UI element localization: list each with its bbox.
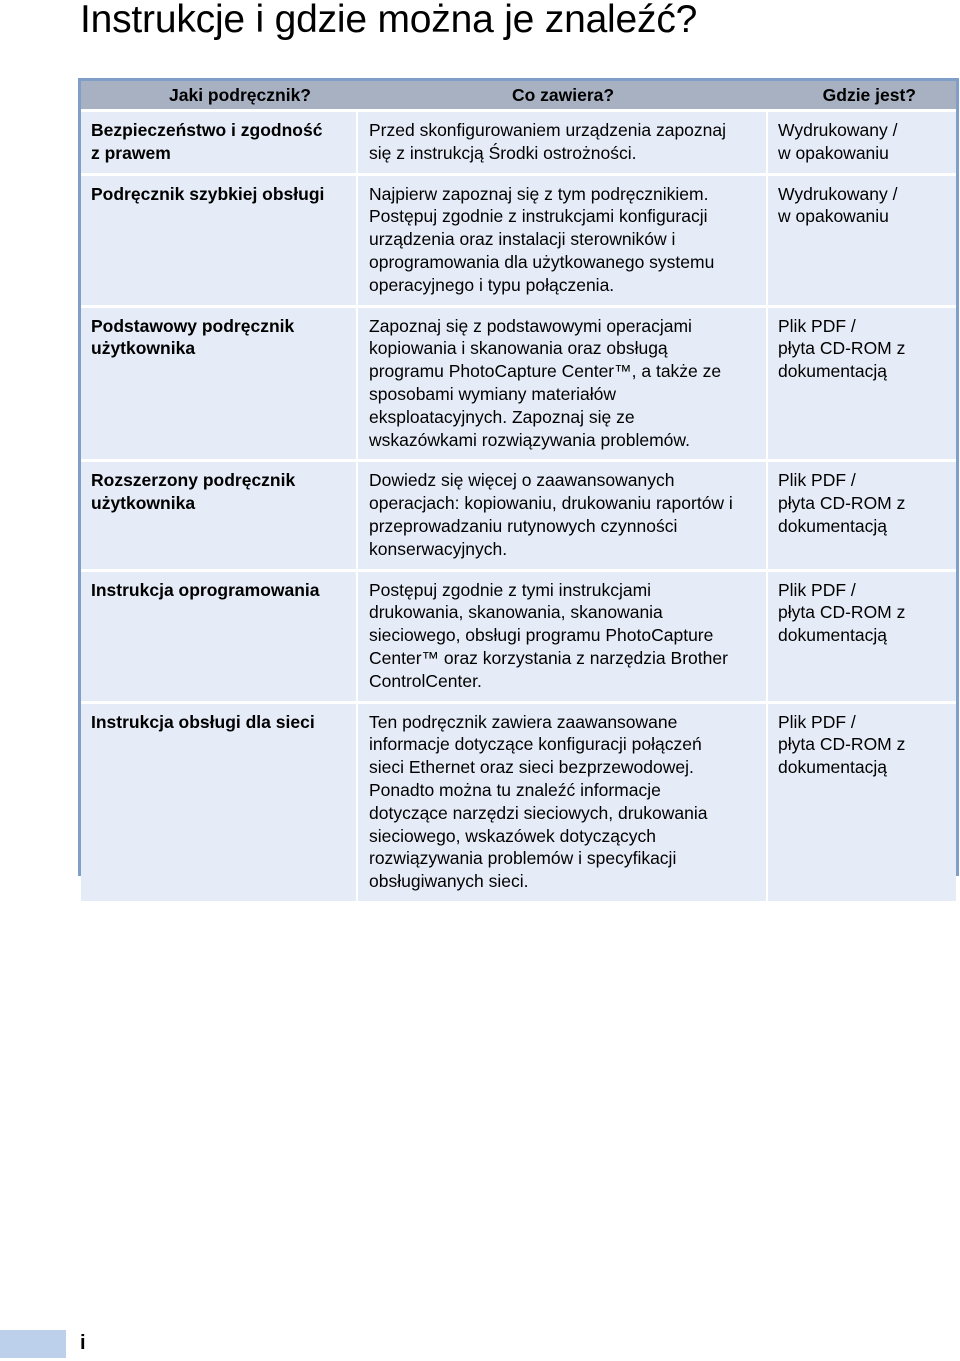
manual-name: Instrukcja obsługi dla sieci [91, 711, 315, 732]
manual-location-cell [767, 174, 956, 306]
manual-location-cell [767, 702, 956, 901]
header-contents: Co zawiera? [357, 81, 767, 111]
manual-description-cell [357, 174, 767, 306]
manual-name-cell [81, 306, 357, 461]
manual-name-cell [81, 702, 357, 901]
manual-description: Przed skonfigurowaniem urządzenia zapoznaj się z instrukcją Środki ostrożności. [369, 120, 727, 163]
table-row [81, 461, 956, 570]
manual-description-cell [357, 306, 767, 461]
manual-name: Instrukcja oprogramowania [91, 579, 320, 600]
table-row [81, 570, 956, 702]
manual-location: Wydrukowany / w opakowaniu [778, 183, 898, 227]
manual-name-cell [81, 461, 357, 570]
manual-description: Ten podręcznik zawiera zaawansowane informacje dotyczące konfiguracji połączeń sieci Ethernet oraz sieci bezprzewodowej. Ponadto można tu znaleźć informacje dotyczące narzędzi sieciowych, drukowania sieciowego, wskazówek dotyczących rozwiązywania problemów i specyfikacji obsługiwanych sieci. [369, 711, 708, 892]
manuals-table-grid [81, 81, 956, 901]
manual-location-cell [767, 461, 956, 570]
manual-name-cell [81, 174, 357, 306]
table-header-row [81, 81, 956, 111]
manual-description: Dowiedz się więcej o zaawansowanych operacjach: kopiowaniu, drukowaniu raportów i przeprowadzaniu rutynowych czynności konserwacyjnych. [369, 470, 733, 559]
manual-location-cell [767, 306, 956, 461]
manual-description-cell [357, 702, 767, 901]
manual-name-cell [81, 111, 357, 175]
table-row [81, 111, 956, 175]
manual-description: Zapoznaj się z podstawowymi operacjami kopiowania i skanowania oraz obsługą programu PhotoCapture Center™, a także ze sposobami wymiany materiałów eksploatacyjnych. Zapoznaj się ze wskazówkami rozwiązywania problemów. [369, 315, 722, 450]
manuals-table [78, 78, 959, 892]
manual-location: Plik PDF / płyta CD-ROM z dokumentacją [778, 579, 906, 646]
page-number: i [80, 1332, 86, 1354]
manual-location: Wydrukowany / w opakowaniu [778, 120, 898, 163]
manual-name: Podstawowy podręcznik użytkownika [91, 315, 295, 359]
manual-location-cell [767, 111, 956, 175]
header-where: Gdzie jest? [767, 81, 956, 111]
table-row [81, 306, 956, 461]
manual-description-cell [357, 461, 767, 570]
manual-name: Rozszerzony podręcznik użytkownika [91, 470, 296, 514]
manual-location: Plik PDF / płyta CD-ROM z dokumentacją [778, 470, 906, 536]
manual-location: Plik PDF / płyta CD-ROM z dokumentacją [778, 315, 906, 382]
manual-description-cell [357, 111, 767, 175]
manual-name-cell [81, 570, 357, 702]
table-row [81, 702, 956, 901]
page-title: Instrukcje i gdzie można je znaleźć? [80, 0, 698, 41]
manual-location-cell [767, 570, 956, 702]
manual-name: Podręcznik szybkiej obsługi [91, 183, 325, 204]
manual-location: Plik PDF / płyta CD-ROM z dokumentacją [778, 711, 906, 778]
manual-description-cell [357, 570, 767, 702]
manual-description: Postępuj zgodnie z tymi instrukcjami drukowania, skanowania, skanowania sieciowego, obsługi programu PhotoCapture Center™ oraz korzystania z narzędzia Brother ControlCenter. [369, 579, 728, 691]
table-row [81, 174, 956, 306]
header-which-manual: Jaki podręcznik? [81, 81, 357, 111]
manual-description: Najpierw zapoznaj się z tym podręcznikiem. Postępuj zgodnie z instrukcjami konfiguracji urządzenia oraz instalacji sterowników i oprogramowania dla użytkowanego systemu operacyjnego i typu połączenia. [369, 183, 715, 295]
manual-name: Bezpieczeństwo i zgodność z prawem [91, 120, 323, 163]
footer-tab-bar [0, 1330, 66, 1358]
